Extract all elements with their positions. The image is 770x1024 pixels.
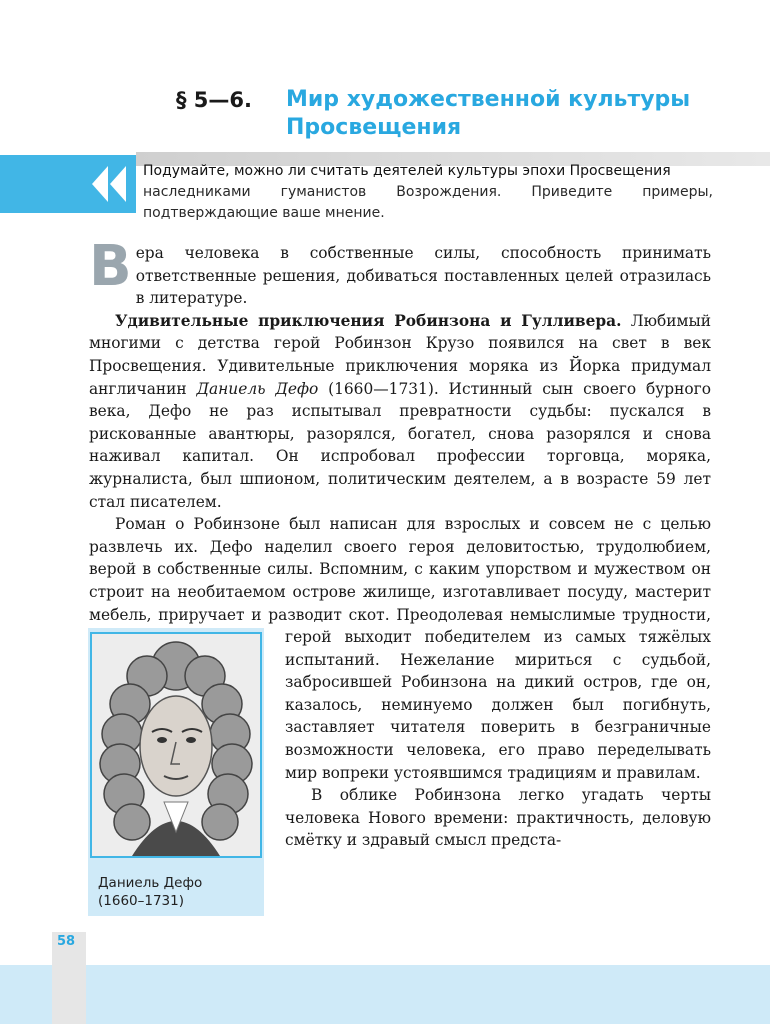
section-title [286, 86, 690, 142]
portrait-caption [98, 874, 258, 910]
paragraph-2-text-a: Любимый многими с детства герой Робинзон Крузо появился на свет в век Просвещения. Удивительные приключения моряка из Йорка придумал англичанин [89, 311, 711, 398]
paragraph-1 [89, 234, 711, 310]
subheading: Удивительные приключения Робинзона и Гулливера. [115, 311, 622, 330]
caption-name: Даниель Дефо [98, 875, 203, 891]
paragraph-3-text: Роман о Робинзоне был написан для взрослых и совсем не с целью развлечь их. Дефо наделил своего героя деловитостью, трудолюбием, верой в собственные силы. Вспомним, с каким упорством и мужеством он строит на необитаемом острове жилище, изготавливает посуду, мастерит мебель, приручает и разводит скот. Преодолевая немыслимые трудности, герой выходит победителем из самых тяжёлых испытаний. Нежелание мириться с судьбой, забросившей Робинзона на дикий остров, где он, казалось, неминуемо должен был погибнуть, заставляет читателя поверить в безграничные возможности человека, его право переделывать мир вопреки устоявшимся традициям и правилам. [89, 515, 711, 782]
page-number: 58 [57, 934, 76, 949]
paragraph-2 [89, 310, 711, 513]
section-number: § 5—6. [176, 88, 253, 112]
question-text [143, 161, 713, 224]
caption-years: (1660–1731) [98, 893, 184, 909]
defoe-portrait-icon [92, 634, 260, 856]
portrait-image [90, 632, 262, 858]
question-rest: наследниками гуманистов Возрождения. Приведите примеры, подтверждающие ваше мнение. [143, 184, 713, 221]
portrait-figure [88, 628, 264, 916]
paragraph-4-text: В облике Робинзона легко угадать черты человека Нового времени: практичность, деловую смётку и здравый смысл предста- [285, 786, 711, 850]
question-marker [0, 155, 136, 213]
section-title-line2: Просвещения [286, 115, 462, 140]
paragraph-2-text-b: (1660—1731). Истинный сын своего бурного века, Дефо не раз испытывал превратности судьбы: пускался в рискованные авантюры, разорялся, богател, снова разорялся и снова наживал капитал. Он испробовал профессии торговца, моряка, журналиста, был шпионом, политическим деятелем, а в возрасте 59 лет стал писателем. [89, 379, 711, 511]
author-name: Даниель Дефо [196, 379, 319, 398]
drop-cap: В [89, 234, 132, 299]
double-chevron-left-icon [92, 166, 126, 202]
section-title-line1: Мир художественной культуры [286, 87, 691, 112]
footer-band [0, 965, 770, 1024]
question-line1: Подумайте, можно ли считать деятелей культуры эпохи Просвещения [143, 163, 671, 179]
paragraph-1-text: ера человека в собственные силы, способность принимать ответственные решения, добиваться поставленных целей отразилась в литературе. [135, 244, 711, 308]
